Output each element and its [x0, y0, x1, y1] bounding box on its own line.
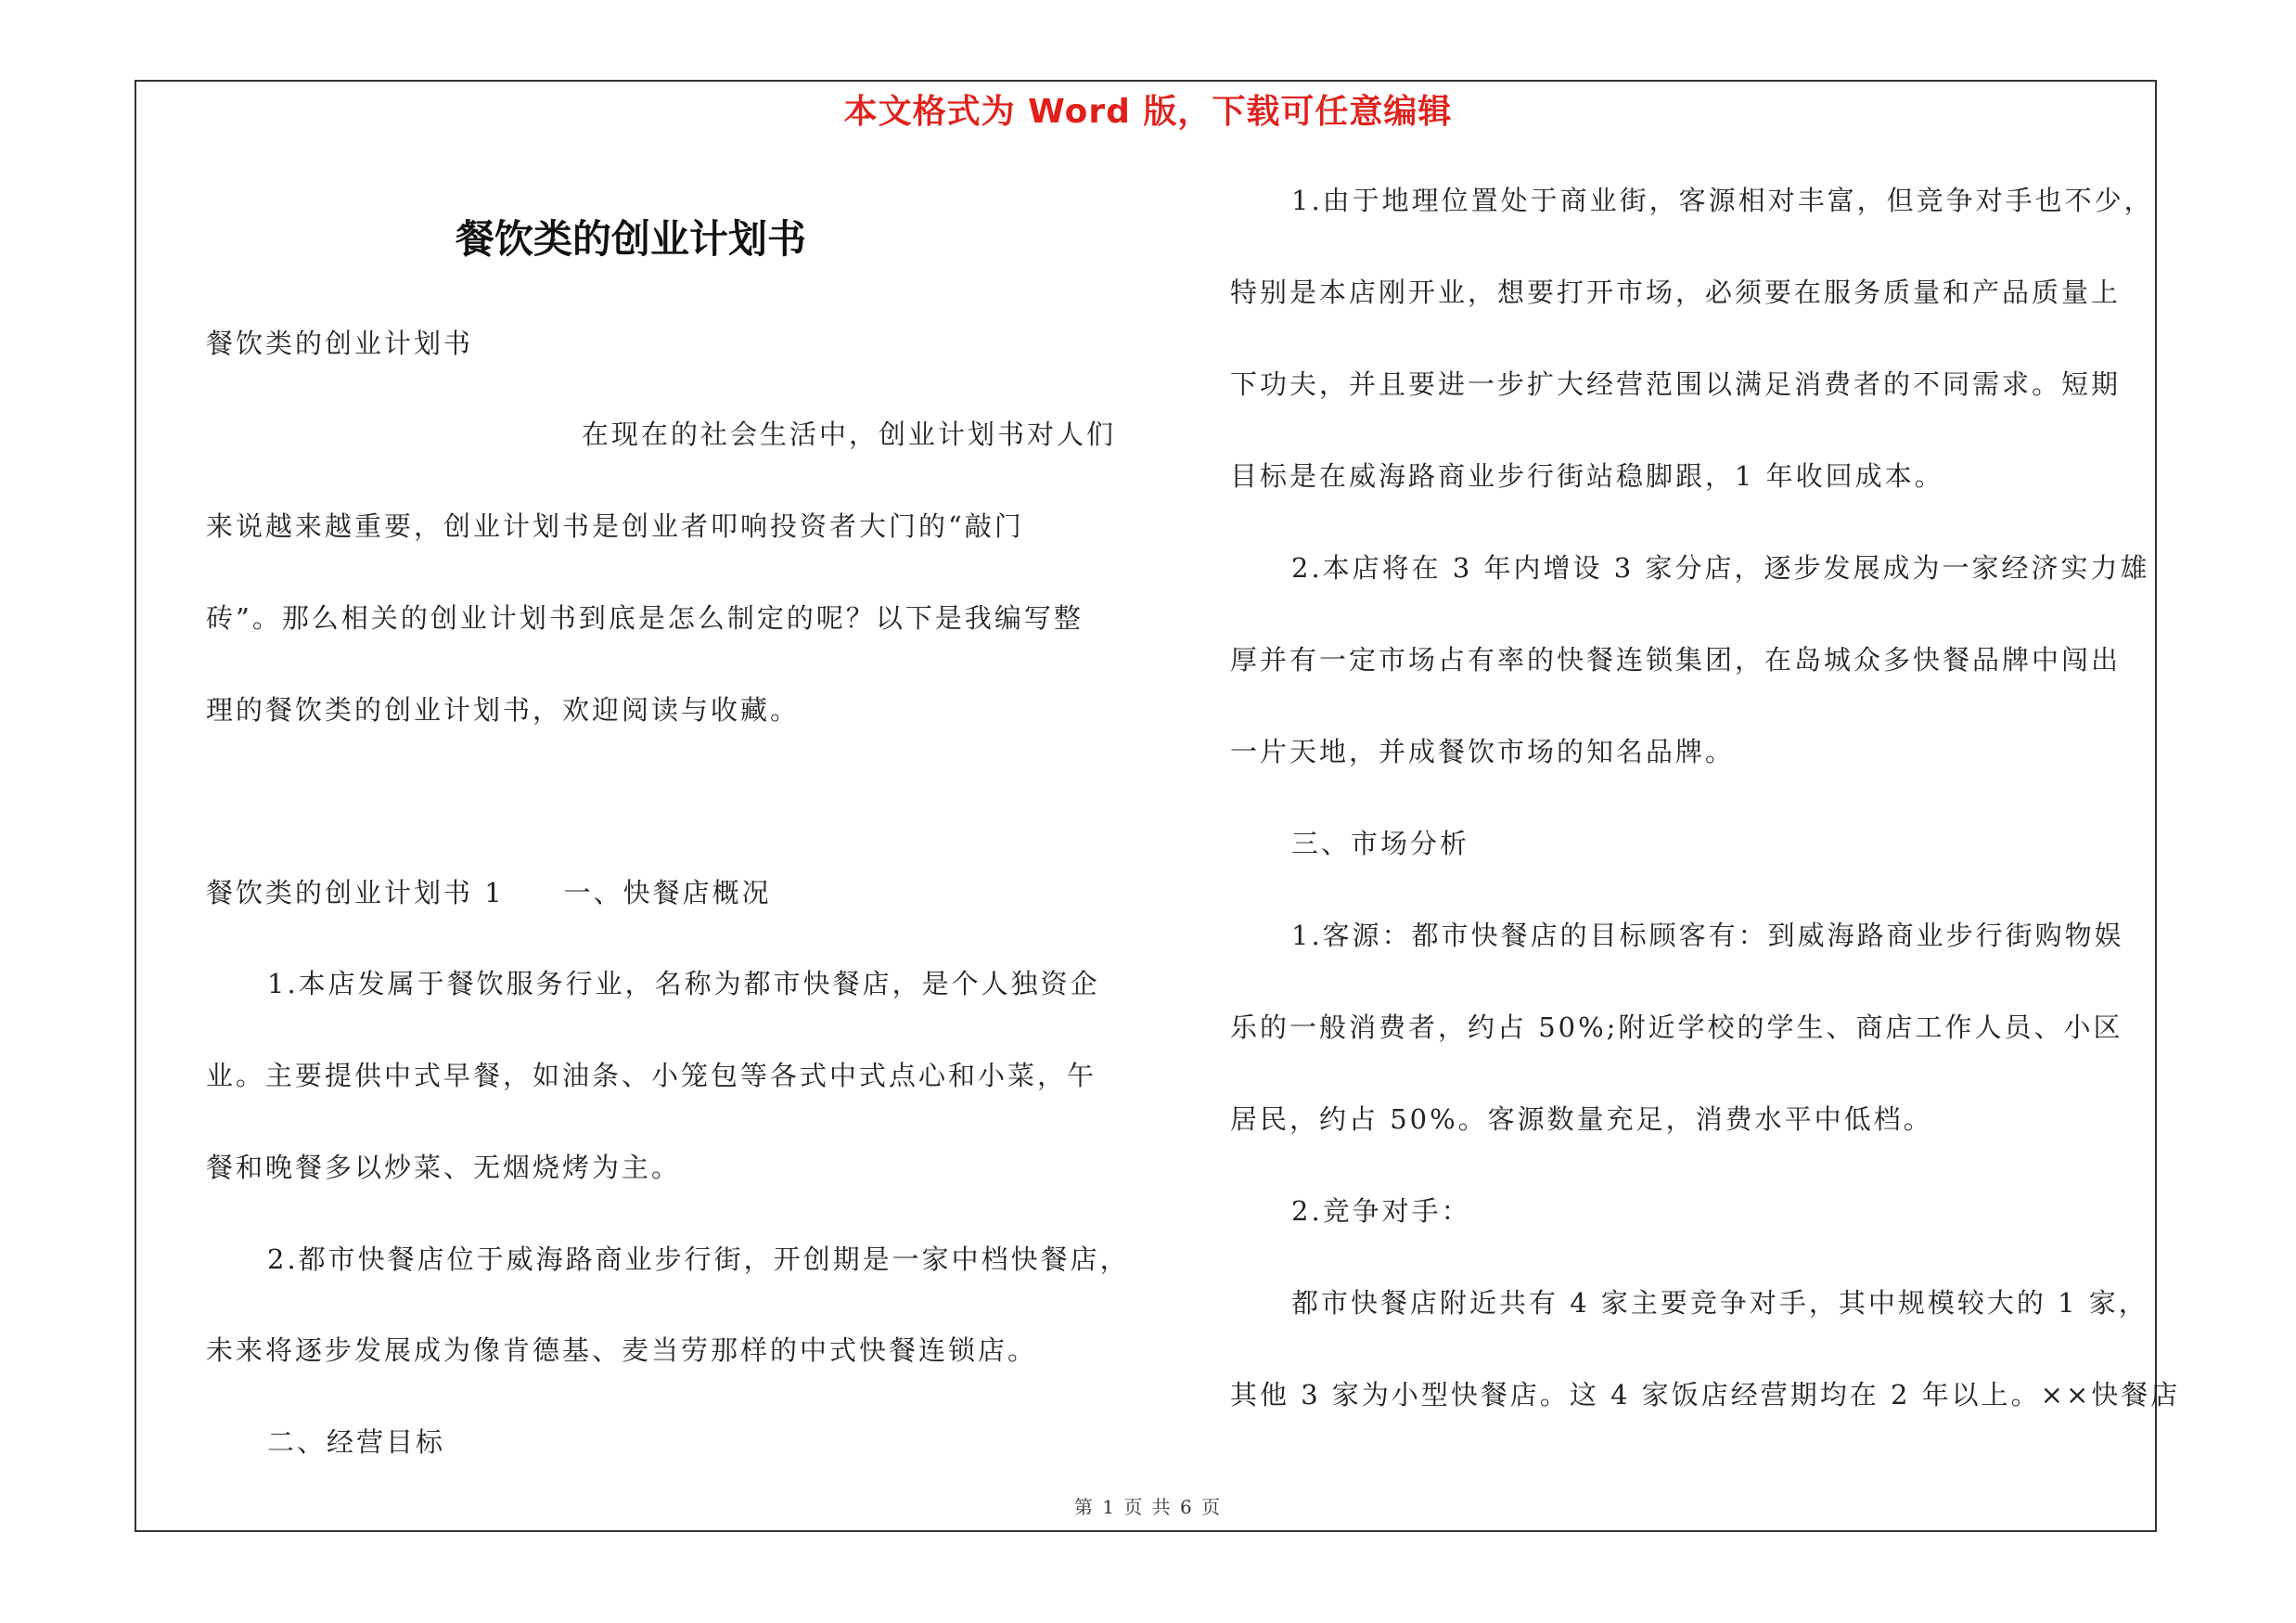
- paragraph-line: 2.都市快餐店位于威海路商业步行街，开创期是一家中档快餐店，: [267, 1243, 1130, 1275]
- section-heading: 二、经营目标: [267, 1426, 446, 1458]
- paragraph-line: 1.由于地理位置处于商业街，客源相对丰富，但竞争对手也不少，: [1291, 185, 2154, 216]
- paragraph-line: 乐的一般消费者，约占 50%;附近学校的学生、商店工作人员、小区: [1230, 1011, 2123, 1043]
- paragraph-line: 1.客源：都市快餐店的目标顾客有：到威海路商业步行街购物娱: [1291, 920, 2124, 951]
- paragraph-line: 未来将逐步发展成为像肯德基、麦当劳那样的中式快餐连锁店。: [206, 1334, 1038, 1366]
- section-heading: 餐饮类的创业计划书 1 一、快餐店概况: [206, 877, 772, 908]
- paragraph-line: 1.本店发属于餐饮服务行业，名称为都市快餐店，是个人独资企: [267, 968, 1100, 999]
- paragraph-line: 理的餐饮类的创业计划书，欢迎阅读与收藏。: [206, 694, 801, 726]
- paragraph-line: 一片天地，并成餐饮市场的知名品牌。: [1230, 736, 1736, 767]
- paragraph-line: 业。主要提供中式早餐，如油条、小笼包等各式中式点心和小菜，午: [206, 1060, 1097, 1091]
- paragraph-line: 居民，约占 50%。客源数量充足，消费水平中低档。: [1230, 1103, 1933, 1135]
- word-format-banner: 本文格式为 Word 版，下载可任意编辑: [843, 93, 1453, 131]
- paragraph-line: 来说越来越重要，创业计划书是创业者叩响投资者大门的“敲门: [206, 510, 1024, 542]
- paragraph-line: 在现在的社会生活中，创业计划书对人们: [582, 419, 1117, 450]
- document-title: 餐饮类的创业计划书: [455, 216, 806, 262]
- subtitle-line: 餐饮类的创业计划书: [206, 328, 474, 359]
- paragraph-line: 餐和晚餐多以炒菜、无烟烧烤为主。: [206, 1152, 682, 1183]
- paragraph-line: 厚并有一定市场占有率的快餐连锁集团，在岛城众多快餐品牌中闯出: [1230, 644, 2122, 676]
- paragraph-line: 其他 3 家为小型快餐店。这 4 家饭店经营期均在 2 年以上。××快餐店: [1230, 1379, 2181, 1410]
- page-number-footer: 第 1 页 共 6 页: [1073, 1496, 1223, 1518]
- paragraph-line: 砖”。那么相关的创业计划书到底是怎么制定的呢？以下是我编写整: [206, 602, 1084, 634]
- section-heading: 三、市场分析: [1291, 828, 1470, 859]
- paragraph-line: 2.竞争对手：: [1291, 1195, 1471, 1227]
- paragraph-line: 目标是在威海路商业步行街站稳脚跟，1 年收回成本。: [1230, 460, 1944, 492]
- paragraph-line: 都市快餐店附近共有 4 家主要竞争对手，其中规模较大的 1 家，: [1291, 1287, 2148, 1319]
- paragraph-line: 下功夫，并且要进一步扩大经营范围以满足消费者的不同需求。短期: [1230, 368, 2122, 400]
- paragraph-line: 特别是本店刚开业，想要打开市场，必须要在服务质量和产品质量上: [1230, 277, 2122, 308]
- paragraph-line: 2.本店将在 3 年内增设 3 家分店，逐步发展成为一家经济实力雄: [1291, 552, 2150, 584]
